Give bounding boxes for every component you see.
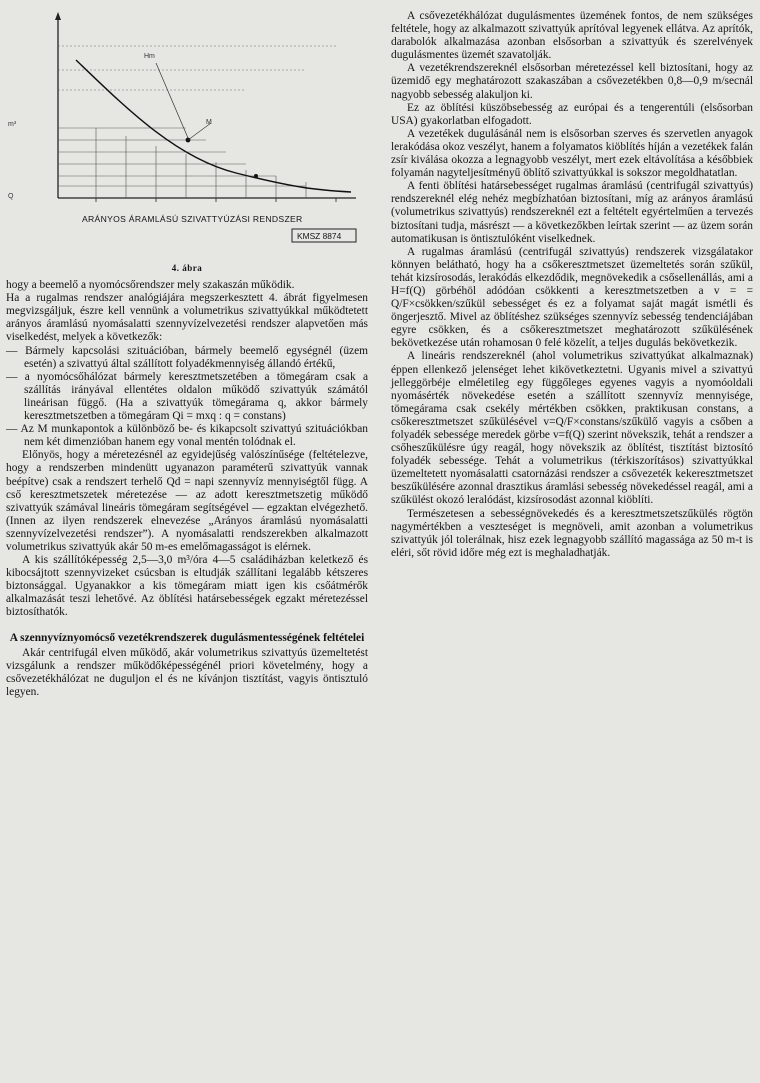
- figure-4: m³ Q Hm M ARÁNYOS ÁRAMLÁSÚ SZIVATTYÚZÁSI RENDSZER KMSZ 8874: [6, 8, 368, 258]
- pressure-curve: [76, 60, 351, 192]
- x-axis-caption: ARÁNYOS ÁRAMLÁSÚ SZIVATTYÚZÁSI RENDSZER: [82, 214, 303, 224]
- paragraph: A rugalmas áramlású (centrifugál szivattyús) rendszerek vizsgálatakor könnyen belátható, hogy ha a csőkeresztmetszet üzemeltetés során szűkül, tehát kizsírosodás, lerakódás elkezdődik, megnövekedik a csősellenállás, ami a H=f(Q) görbéhöl adódóan csökkenti a keresztmetszetben a v = = Q/F×csökken/szűkül sebességet és ez a folyamat saját magát ismétli és öngerjesztő. Mivel az öblítéshez szükséges szennyvíz sebesség tendenciájában egyre csökken, és a csőkeresztmetszet meghatározott szűkülésének bekövetkezése után rohamosan 0 felé közelít, a teljes dugulás bekövetkezik.: [391, 245, 753, 350]
- paragraph: Előnyös, hogy a méretezésnél az egyidejűség valószínűsége (feltételezve, hogy a rendszerben mindenütt ugyanazon paraméterű szivattyúk vannak beépítve) csak a rendszert terhelő Qd = napi szennyvíz mennyiségtől függ. A cső keresztmetszetek méretezése — az adott keresztmetszetig működő szivattyúk számával lineáris tömegáram segítségével — egzaktan elvégezhető. (Innen az ilyen rendszerek elnevezése „Arányos áramlású nyomásalatti szennyvízelvezetési rendszer”). A nyomásalatti rendszerekben alkalmazott volumetrikus szivattyúk akár 50 m-es emelőmagasságot is elérnek.: [6, 449, 368, 553]
- paragraph: Akár centrifugál elven működő, akár volumetrikus szivattyús üzemeltetést vizsgálunk a rendszer működőképességénél priori követelmény, hogy a csővezetékhálózat ne duguljon el és ne kívánjon tisztítást, vagyis öntisztuló legyen.: [6, 647, 368, 699]
- paragraph: Természetesen a sebességnövekedés és a keresztmetszetszűkülés rögtön nagymértékben a veszteséget is megnöveli, amit azonban a volumetrikus szivattyúk jól tolerálnak, hisz ezek legnagyobb szállító magassága az 50 m-t is eléri, sőt rövid időre még ezt is meghaladhatják.: [391, 507, 753, 559]
- figure-caption: 4. ábra: [171, 263, 203, 273]
- paragraph: hogy a beemelő a nyomócsőrendszer mely szakaszán működik.: [6, 279, 295, 292]
- right-column: [391, 10, 753, 560]
- paragraph: A lineáris rendszereknél (ahol volumetrikus szivattyúkat alkalmaznak) éppen ellenkező jelenséget lehet kikövetkeztetni. Ugyanis mivel a szivattyú jelleggörbéje elméletileg egy függőleges egyenes vagyis a nyomóoldali nyomásérték növekedése esetén a szállított szennyvíz mennyisége, tömegárama csak csekély mértékben csökken, praktikusan constans, a csőkeresztmetszet szűkülésével v=Q/F×constans/szűkülő vagyis a csőben a folyadék sebessége meredek görbe v=f(Q) szerint növekszik, tehát a rendszer a csőheszűkülésre úgy reagál, hogy növekszik az öblítést, tisztítást biztosító folyadék sebessége. Tehát a volumetrikus (térkiszorításos) szivattyúkkal üzemeltetett nyomásalatti csatornázási rendszer a csővezeték kekeresztmetszet beszűkülésére azonnal drasztikus áramlási sebesség növekedéssel reagál, ami a szűkülést okozó leralódást, kizsírosodást azonnal kiöblíti.: [391, 350, 753, 507]
- paragraph: A fenti öblítési határsebességet rugalmas áramlású (centrifugál szivattyús) rendszereknél elég nehéz megbízhatóan biztosítani, míg az arányos áramlású (volumetrikus szivattyús) rendszereknél ezt a feltételt egyértelműen a tervezés biztosítani tudja, másrészt — a következőkben leírtak szerint — az üzem során automatikusan is öntisztulóként viselkednek.: [391, 180, 753, 245]
- list-item: — a nyomócsőhálózat bármely keresztmetszetében a tömegáram csak a szállítás irányával ellentétes oldalon működő szivattyúk számától lineárisan függő. (Ha a szivattyúk tömegárama q, akkor bármely keresztmetszetben a tömegáram Qi = mxq : q = constans): [6, 370, 368, 423]
- paragraph: A vezetékrendszereknél elsősorban méretezéssel kell biztosítani, hogy az üzemidő egy meghatározott szakaszában a csővezetékben 0,8—0,9 m/secnál nagyobb sebesség alakuljon ki.: [391, 62, 753, 101]
- paragraph: Ha a rugalmas rendszer analógiájára megszerkesztett 4. ábrát figyelmesen megvizsgáljuk, észre kell vennünk a volumetrikus szivattyúkkal működtetett arányos áramlású nyomásalatti szennyvízelvezetési rendszer alapvetően más viselkedést, melyek a következők:: [6, 292, 368, 344]
- left-column: [6, 0, 368, 699]
- paragraph: A vezetékek dugulásánál nem is elsősorban szerves és szervetlen anyagok lerakódása okoz veszélyt, hanem a folyamatos kiöblítés híján a vezetékek falán zsír kiválása okozza a legnagyobb veszélyt, mert ezek eltávolítása a későbbiek folyamán nagyteljesítményű öblítő szivattyúkkal is sokszor megoldhatatlan.: [391, 127, 753, 180]
- list-item: — Az M munkapontok a különböző be- és kikapcsolt szivattyú szituációkban nem két dimenzióban hanem egy vonal mentén tolódnak el.: [6, 423, 368, 449]
- paragraph: A csővezetékhálózat dugulásmentes üzemének fontos, de nem szükséges feltétele, hogy az alkalmazott szivattyúk aprítóval legyenek ellátva. Az aprítók, darabolók alkalmazása azonban elsősorban a szivattyúk és szerelvények dugulásmentes üzemét szavatolják.: [391, 10, 753, 62]
- paragraph: Ez az öblítési küszöbsebesség az európai és a tengerentúli (elsősorban USA) gyakorlatban elfogadott.: [391, 101, 753, 127]
- list-item: — Bármely kapcsolási szituációban, bármely beemelő egységnél (üzem esetén) a szivattyú által szállított folyadékmennyiség állandó értékű,: [6, 344, 368, 370]
- figure-stamp: KMSZ 8874: [297, 231, 342, 241]
- section-title: A szennyvíznyomócső vezetékrendszerek dugulásmentességének feltételei: [9, 631, 365, 644]
- paragraph: A kis szállítóképesség 2,5—3,0 m³/óra 4—5 családiházban keletkező és kibocsájtott szennyvizeket csúcsban is eltudják szállítani legalább kétszeres biztonsággal. Ugyanakkor a kis tömegáram miatt igen kis csőátmérők alkalmazását teszi lehetővé. Az öblítési határsebességek egzakt méretezéssel biztosíthatók.: [6, 554, 368, 619]
